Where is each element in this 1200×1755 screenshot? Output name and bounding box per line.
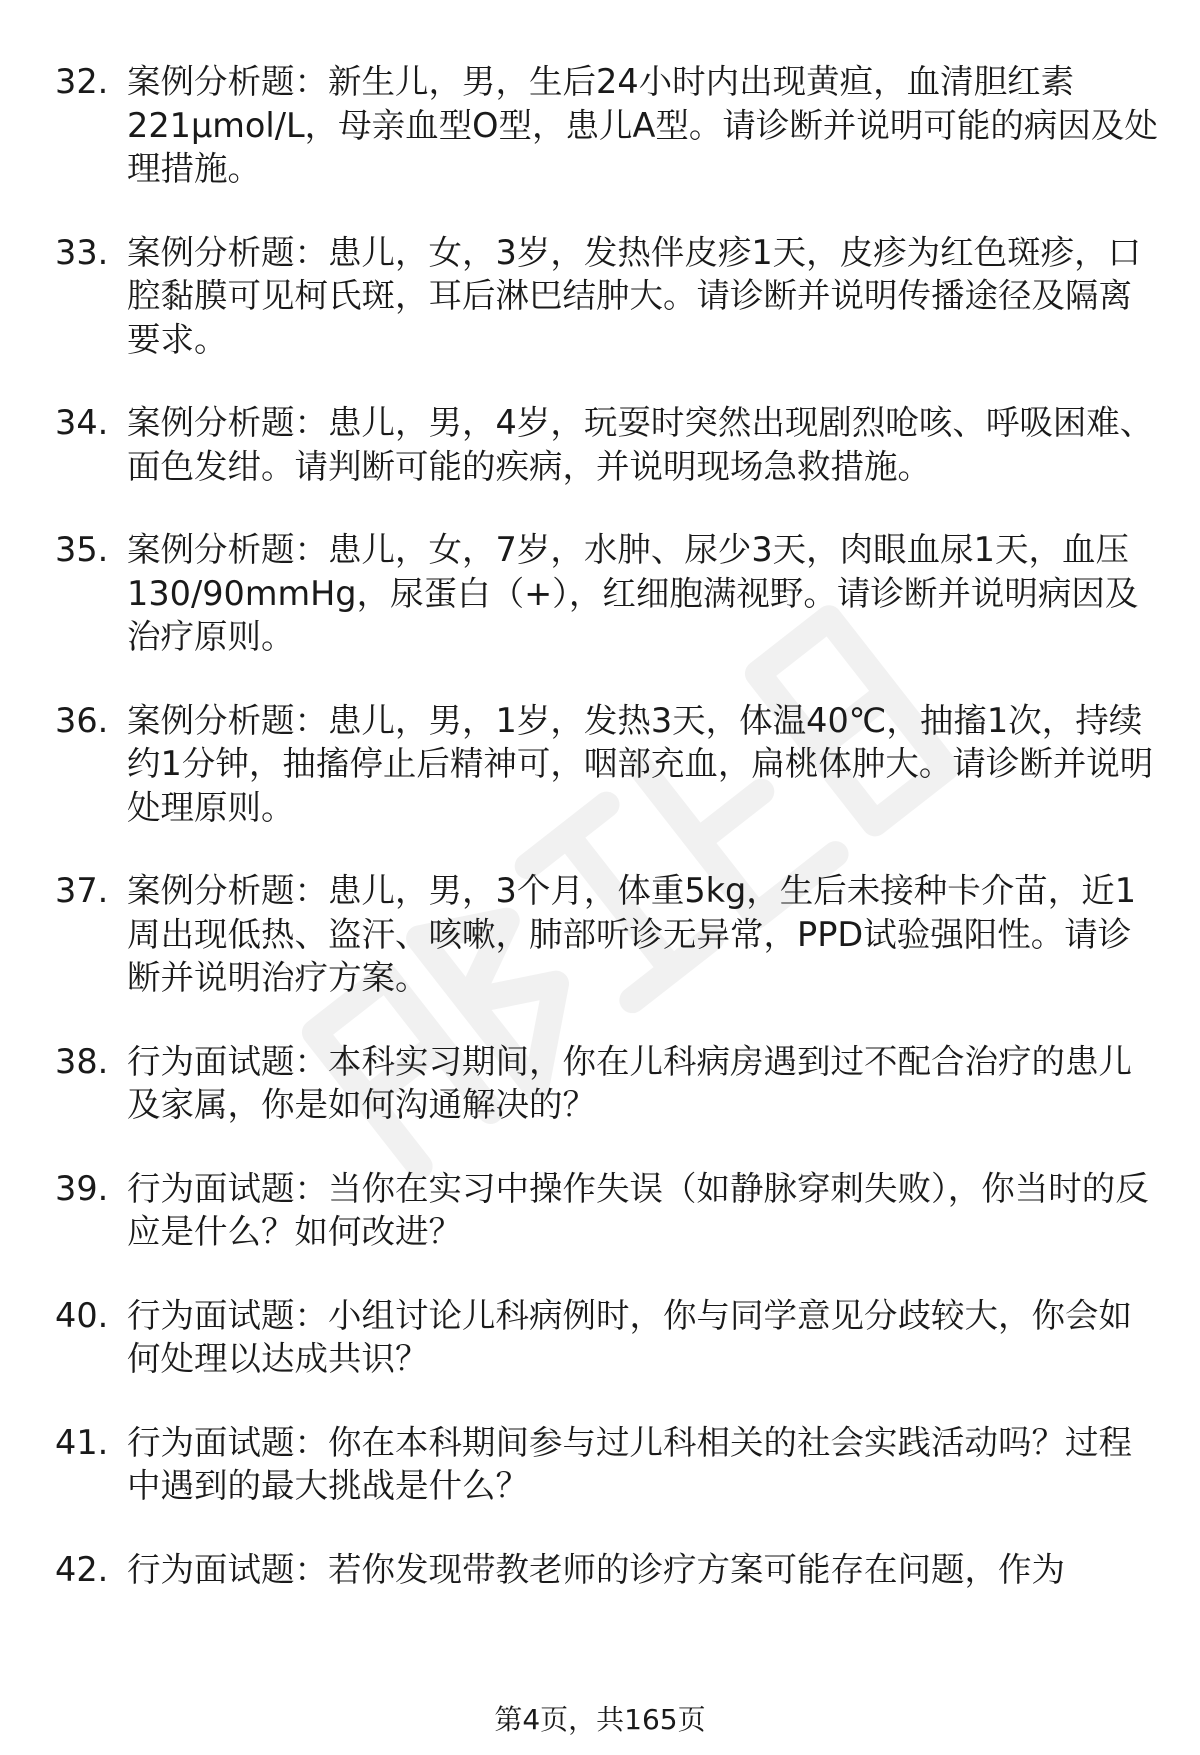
question-item bbox=[0, 401, 1200, 488]
question-text: 案例分析题：患儿，男，4岁，玩耍时突然出现剧烈呛咳、呼吸困难、面色发绀。请判断可能的疾病，并说明现场急救措施。 bbox=[127, 403, 1154, 486]
question-text: 案例分析题：患儿，男，1岁，发热3天，体温40℃，抽搐1次，持续约1分钟，抽搐停止后精神可，咽部充血，扁桃体肿大。请诊断并说明处理原则。 bbox=[127, 700, 1154, 827]
question-number: 40. bbox=[55, 1295, 109, 1335]
question-number: 35. bbox=[55, 530, 109, 569]
question-number: 33. bbox=[55, 232, 109, 272]
question-text: 行为面试题：小组讨论儿科病例时，你与同学意见分歧较大，你会如何处理以达成共识？ bbox=[127, 1295, 1132, 1378]
question-text: 案例分析题：患儿，女，7岁，水肿、尿少3天，肉眼血尿1天，血压130/90mmHg，尿蛋白（+），红细胞满视野。请诊断并说明病因及治疗原则。 bbox=[127, 530, 1139, 656]
question-text: 案例分析题：患儿，女，3岁，发热伴皮疹1天，皮疹为红色斑疹，口腔黏膜可见柯氏斑，耳后淋巴结肿大。请诊断并说明传播途径及隔离要求。 bbox=[127, 232, 1142, 359]
question-number: 36. bbox=[55, 700, 109, 740]
question-number: 39. bbox=[55, 1168, 109, 1208]
question-text: 行为面试题：若你发现带教老师的诊疗方案可能存在问题，作为 bbox=[127, 1549, 1065, 1589]
question-item bbox=[0, 1548, 1200, 1592]
question-text: 行为面试题：你在本科期间参与过儿科相关的社会实践活动吗？过程中遇到的最大挑战是什么？ bbox=[127, 1422, 1132, 1505]
question-text: 行为面试题：当你在实习中操作失误（如静脉穿刺失败），你当时的反应是什么？如何改进？ bbox=[127, 1168, 1149, 1251]
question-number: 34. bbox=[55, 403, 109, 442]
question-item bbox=[0, 869, 1200, 1000]
question-item bbox=[0, 231, 1200, 362]
question-number: 42. bbox=[55, 1549, 109, 1589]
question-text: 行为面试题：本科实习期间，你在儿科病房遇到过不配合治疗的患儿及家属，你是如何沟通解决的？ bbox=[127, 1041, 1132, 1124]
question-item bbox=[0, 1421, 1200, 1508]
question-item bbox=[0, 528, 1200, 659]
question-item bbox=[0, 1167, 1200, 1254]
question-number: 32. bbox=[55, 62, 109, 101]
question-item bbox=[0, 1040, 1200, 1127]
question-item bbox=[0, 1294, 1200, 1381]
question-text: 案例分析题：患儿，男，3个月，体重5kg，生后未接种卡介苗，近1周出现低热、盗汗、咳嗽，肺部听诊无异常，PPD试验强阳性。请诊断并说明治疗方案。 bbox=[127, 871, 1137, 997]
question-text: 案例分析题：新生儿，男，生后24小时内出现黄疸，血清胆红素221μmol/L，母亲血型O型，患儿A型。请诊断并说明可能的病因及处理措施。 bbox=[127, 62, 1158, 188]
question-item bbox=[0, 699, 1200, 830]
question-number: 38. bbox=[55, 1041, 109, 1081]
question-number: 37. bbox=[55, 871, 109, 910]
page-footer: 第4页，共165页 bbox=[494, 1703, 706, 1736]
question-list bbox=[0, 60, 1200, 1631]
question-item bbox=[0, 60, 1200, 191]
question-number: 41. bbox=[55, 1422, 109, 1462]
